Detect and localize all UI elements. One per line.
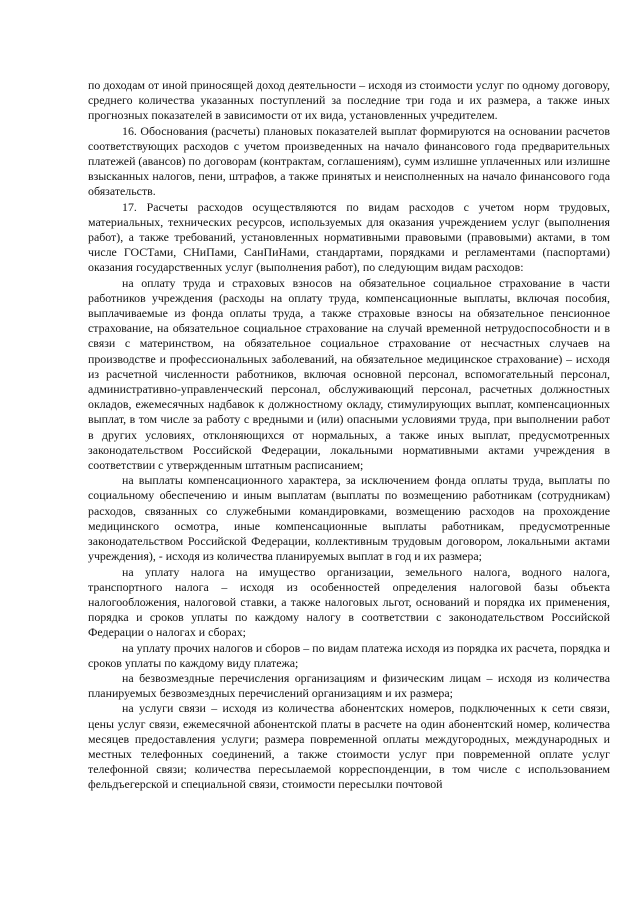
paragraph-property-taxes: на уплату налога на имущество организации, земельного налога, водного налога, транспортного налога – исходя из особенностей определения налоговой базы объекта налогообложения, налоговой ставки, а также налоговых льгот, оснований и порядка их применения, порядка и сроков уплаты по каждому налогу в соответствии с законодательством Российской Федерации о налогах и сборах; [88,564,610,640]
document-page [88,78,610,793]
paragraph-16-justification: 16. Обоснования (расчеты) плановых показателей выплат формируются на основании расчетов соответствующих расходов с учетом произведенных на начало финансового года предварительных платежей (авансов) по договорам (контрактам, соглашениям), сумм излишне уплаченных или излишне взысканных налогов, пени, штрафов, а также принятых и неисполненных на начало финансового года обязательств. [88,123,610,199]
paragraph-17-expense-calculations: 17. Расчеты расходов осуществляются по видам расходов с учетом норм трудовых, материальных, технических ресурсов, используемых для оказания учреждением услуг (выполнения работ), а также требований, установленных нормативными правовыми (правовыми) актами, в том числе ГОСТами, СНиПами, СанПиНами, стандартами, порядками и регламентами (паспортами) оказания государственных услуг (выполнения работ), по следующим видам расходов: [88,199,610,275]
paragraph-income-other: по доходам от иной приносящей доход деятельности – исходя из стоимости услуг по одному договору, среднего количества указанных поступлений за последние три года и их размера, а также иных прогнозных показателей в зависимости от их вида, установленных учредителем. [88,78,610,123]
paragraph-free-transfers: на безвозмездные перечисления организациям и физическим лицам – исходя из количества планируемых безвозмездных перечислений организациям и их размера; [88,670,610,701]
paragraph-communication-services: на услуги связи – исходя из количества абонентских номеров, подключенных к сети связи, цены услуг связи, ежемесячной абонентской платы в расчете на один абонентский номер, количества месяцев предоставления услуги; размера повременной оплаты междугородных, международных и местных телефонных соединений, а также стоимости услуг при повременной оплате услуг телефонной связи; количества пересылаемой корреспонденции, в том числе с использованием фельдъегерской и специальной связи, стоимости пересылки почтовой [88,701,610,792]
paragraph-other-taxes: на уплату прочих налогов и сборов – по видам платежа исходя из порядка их расчета, порядка и сроков уплаты по каждому виду платежа; [88,640,610,670]
paragraph-labor-and-insurance: на оплату труда и страховых взносов на обязательное социальное страхование в части работников учреждения (расходы на оплату труда, компенсационные выплаты, включая пособия, выплачиваемые из фонда оплаты труда, а также страховые взносы на обязательное пенсионное страхование, на обязательное социальное страхование на случай временной нетрудоспособности и в связи с материнством, на обязательное социальное страхование от несчастных случаев на производстве и профессиональных заболеваний, на обязательное медицинское страхование) – исходя из расчетной численности работников, включая основной персонал, вспомогательный персонал, административно-управленческий персонал, обслуживающий персонал, расчетных должностных окладов, ежемесячных надбавок к должностному окладу, стимулирующих выплат, компенсационных выплат, в том числе за работу с вредными и (или) опасными условиями труда, при выполнении работ в других условиях, отклоняющихся от нормальных, а также иных выплат, предусмотренных законодательством Российской Федерации, локальными нормативными актами учреждения в соответствии с утвержденным штатным расписанием; [88,275,610,473]
paragraph-compensation-payments: на выплаты компенсационного характера, за исключением фонда оплаты труда, выплаты по социальному обеспечению и иным выплатам (выплаты по возмещению работникам (сотрудникам) расходов, связанных со служебными командировками, возмещению расходов на прохождение медицинского осмотра, иные компенсационные выплаты работникам, предусмотренные законодательством Российской Федерации, коллективным трудовым договором, локальными актами учреждения), - исходя из количества планируемых выплат в год и их размера; [88,473,610,564]
